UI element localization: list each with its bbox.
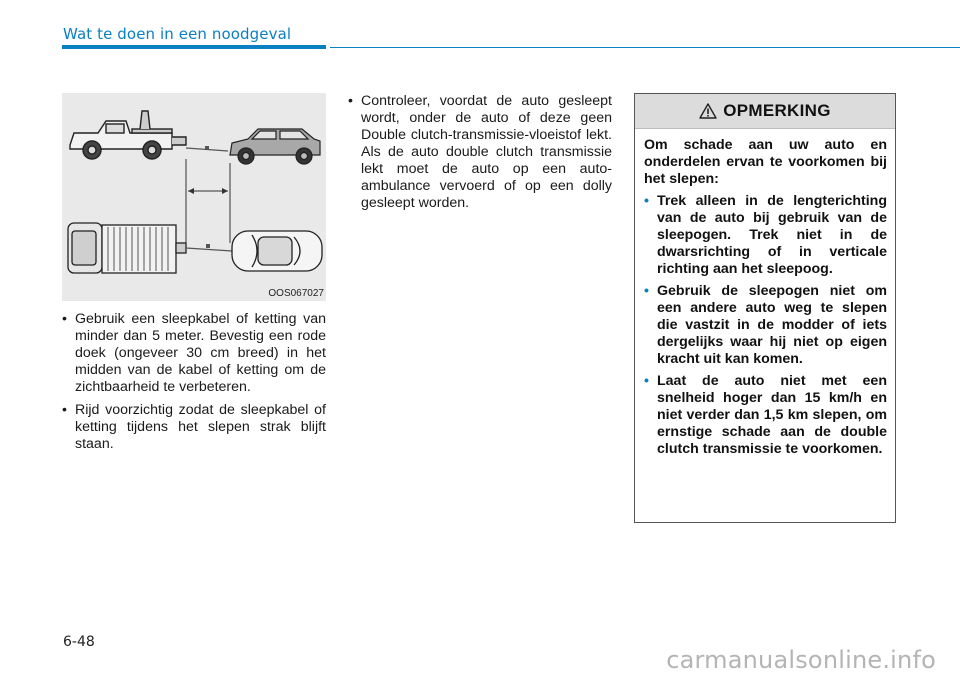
notice-intro: Om schade aan uw auto en onderdelen ervan te voorkomen bij het slepen: [644, 137, 887, 187]
notice-header [635, 94, 895, 129]
tow-diagram [62, 93, 326, 301]
towing-tips-list [62, 311, 326, 459]
notice-body [635, 129, 895, 458]
bullet-dot: • [62, 311, 67, 327]
header-rule [330, 47, 960, 48]
list-item: • Trek alleen in de lengterichting van de auto bij gebruik van de sleepogen. Trek niet in de dwarsrichting of in verticale richting aan het sleepoog. [644, 193, 887, 277]
list-item: • Gebruik een sleepkabel of ketting van minder dan 5 meter. Bevestig een rode doek (ongeveer 30 cm breed) in het midden van de kabel of ketting om de zichtbaarheid te verbeteren. [62, 311, 326, 395]
towing-illustration [62, 93, 326, 301]
section-title: Wat te doen in een noodgeval [63, 25, 292, 43]
list-item: • Laat de auto niet met een snelheid hoger dan 15 km/h en niet verder dan 1,5 km slepen, om ernstige schade aan de double clutch transmissie te voorkomen. [644, 373, 887, 457]
towed-car-side [230, 129, 320, 164]
notice-list [644, 193, 887, 458]
warning-triangle-icon [699, 103, 717, 119]
transmission-check-list [348, 93, 612, 218]
header-accent-bar [62, 45, 326, 49]
tow-truck-side [70, 111, 186, 159]
bullet-dot: • [348, 93, 353, 109]
notice-heading: OPMERKING [723, 101, 831, 120]
notice-box [634, 93, 896, 523]
tow-cable-top [186, 248, 232, 251]
list-item: • Gebruik de sleepogen niet om een andere auto weg te slepen die vastzit in de modder of iets dergelijks waar hij niet op eigen kracht uit kan komen. [644, 283, 887, 367]
figure-code: OOS067027 [268, 288, 324, 299]
towed-car-top [232, 231, 322, 271]
bullet-dot: • [644, 283, 649, 299]
list-item: • Controleer, voordat de auto gesleept wordt, onder de auto of deze geen Double clutch-transmissie-vloeistof lekt. Als de auto double clutch transmissie lekt moet de auto op een auto-ambulance vervoerd of op een dolly gesleept worden. [348, 93, 612, 211]
bullet-dot: • [644, 373, 649, 389]
bullet-dot: • [62, 402, 67, 418]
bullet-dot: • [644, 193, 649, 209]
page-number: 6-48 [63, 634, 95, 650]
list-item: • Rijd voorzichtig zodat de sleepkabel of ketting tijdens het slepen strak blijft staan. [62, 402, 326, 452]
tow-truck-top [68, 223, 186, 273]
watermark: carmanualsonline.info [666, 646, 936, 674]
